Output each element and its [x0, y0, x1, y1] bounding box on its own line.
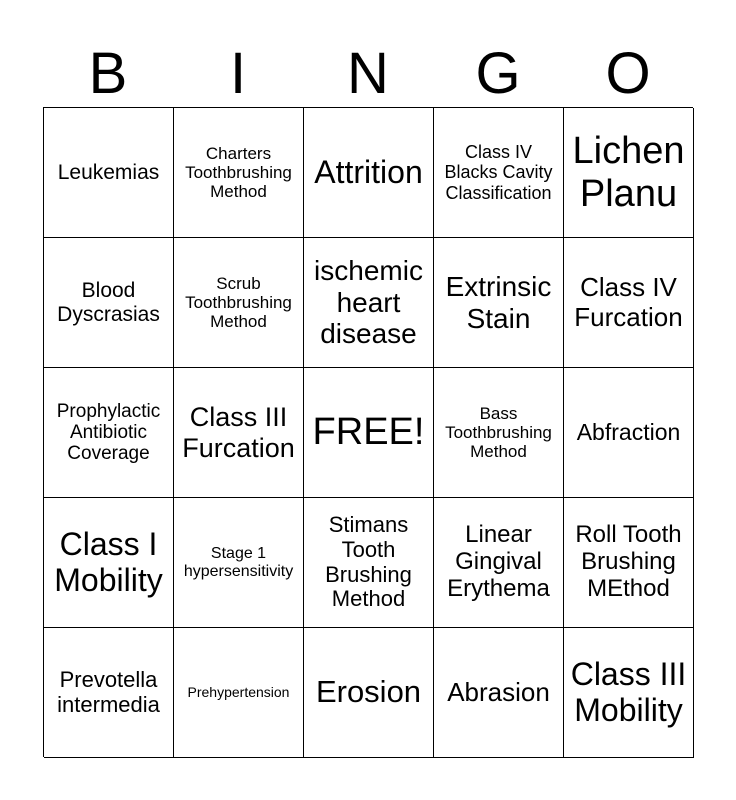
header-letter-i: I — [229, 41, 247, 106]
bingo-cell[interactable] — [304, 628, 434, 758]
bingo-cell[interactable] — [174, 498, 304, 628]
bingo-cell-text: Extrinsic Stain — [445, 271, 552, 334]
bingo-cell-text: Blood Dyscrasias — [57, 278, 160, 326]
bingo-cell[interactable] — [44, 498, 174, 628]
bingo-cell-text: Class III Furcation — [182, 402, 295, 463]
free-space-cell[interactable] — [304, 368, 434, 498]
bingo-cell[interactable] — [564, 498, 694, 628]
bingo-cell[interactable] — [44, 368, 174, 498]
bingo-cell-text: Prehypertension — [187, 683, 290, 700]
bingo-cell[interactable] — [434, 238, 564, 368]
bingo-cell-text: ischemic heart disease — [314, 255, 423, 350]
header-letter-g: G — [475, 41, 521, 106]
bingo-cell-text: Prevotella intermedia — [57, 666, 160, 717]
bingo-cell-text: Lichen Planu — [572, 129, 685, 215]
bingo-cell-text: Erosion — [315, 674, 422, 710]
bingo-cell-text: Stage 1 hypersensitivity — [183, 544, 294, 580]
bingo-cell[interactable] — [44, 108, 174, 238]
bingo-cell[interactable] — [434, 628, 564, 758]
bingo-cell[interactable] — [564, 238, 694, 368]
bingo-cell[interactable] — [304, 238, 434, 368]
bingo-cell-text: Roll Tooth Brushing MEthod — [575, 521, 682, 602]
free-space-text: FREE! — [312, 411, 425, 454]
header-letter-n: N — [347, 41, 389, 106]
bingo-cell[interactable] — [174, 368, 304, 498]
header-letter-o: O — [605, 41, 651, 106]
bingo-cell[interactable] — [434, 108, 564, 238]
bingo-cell[interactable] — [564, 108, 694, 238]
bingo-cell-text: Class IV Furcation — [574, 272, 683, 332]
bingo-header — [43, 42, 693, 106]
bingo-cell[interactable] — [44, 238, 174, 368]
bingo-cell[interactable] — [434, 498, 564, 628]
bingo-cell[interactable] — [174, 108, 304, 238]
bingo-cell[interactable] — [304, 108, 434, 238]
header-letter-b: B — [88, 41, 128, 106]
bingo-cell-text: Linear Gingival Erythema — [447, 521, 550, 602]
bingo-cell-text: Class III Mobility — [570, 655, 687, 728]
bingo-cell[interactable] — [564, 628, 694, 758]
bingo-cell[interactable] — [564, 368, 694, 498]
bingo-cell-text: Scrub Toothbrushing Method — [185, 273, 292, 332]
bingo-cell[interactable] — [304, 498, 434, 628]
bingo-cell-text: Attrition — [314, 153, 423, 190]
bingo-cell[interactable] — [174, 628, 304, 758]
bingo-cell-text: Bass Toothbrushing Method — [445, 403, 552, 462]
bingo-cell-text: Abrasion — [447, 676, 550, 707]
bingo-cell-text: Prophylactic Antibiotic Coverage — [56, 400, 161, 465]
bingo-cell[interactable] — [434, 368, 564, 498]
bingo-cell-text: Abfraction — [576, 418, 681, 445]
bingo-cell[interactable] — [174, 238, 304, 368]
bingo-cell-text: Charters Toothbrushing Method — [185, 143, 292, 202]
bingo-cell-text: Class IV Blacks Cavity Classification — [444, 142, 553, 203]
bingo-board — [43, 107, 693, 757]
bingo-cell-text: Leukemias — [57, 160, 160, 184]
bingo-cell-text: Stimans Tooth Brushing Method — [325, 512, 412, 612]
bingo-cell[interactable] — [44, 628, 174, 758]
bingo-cell-text: Class I Mobility — [54, 525, 163, 598]
